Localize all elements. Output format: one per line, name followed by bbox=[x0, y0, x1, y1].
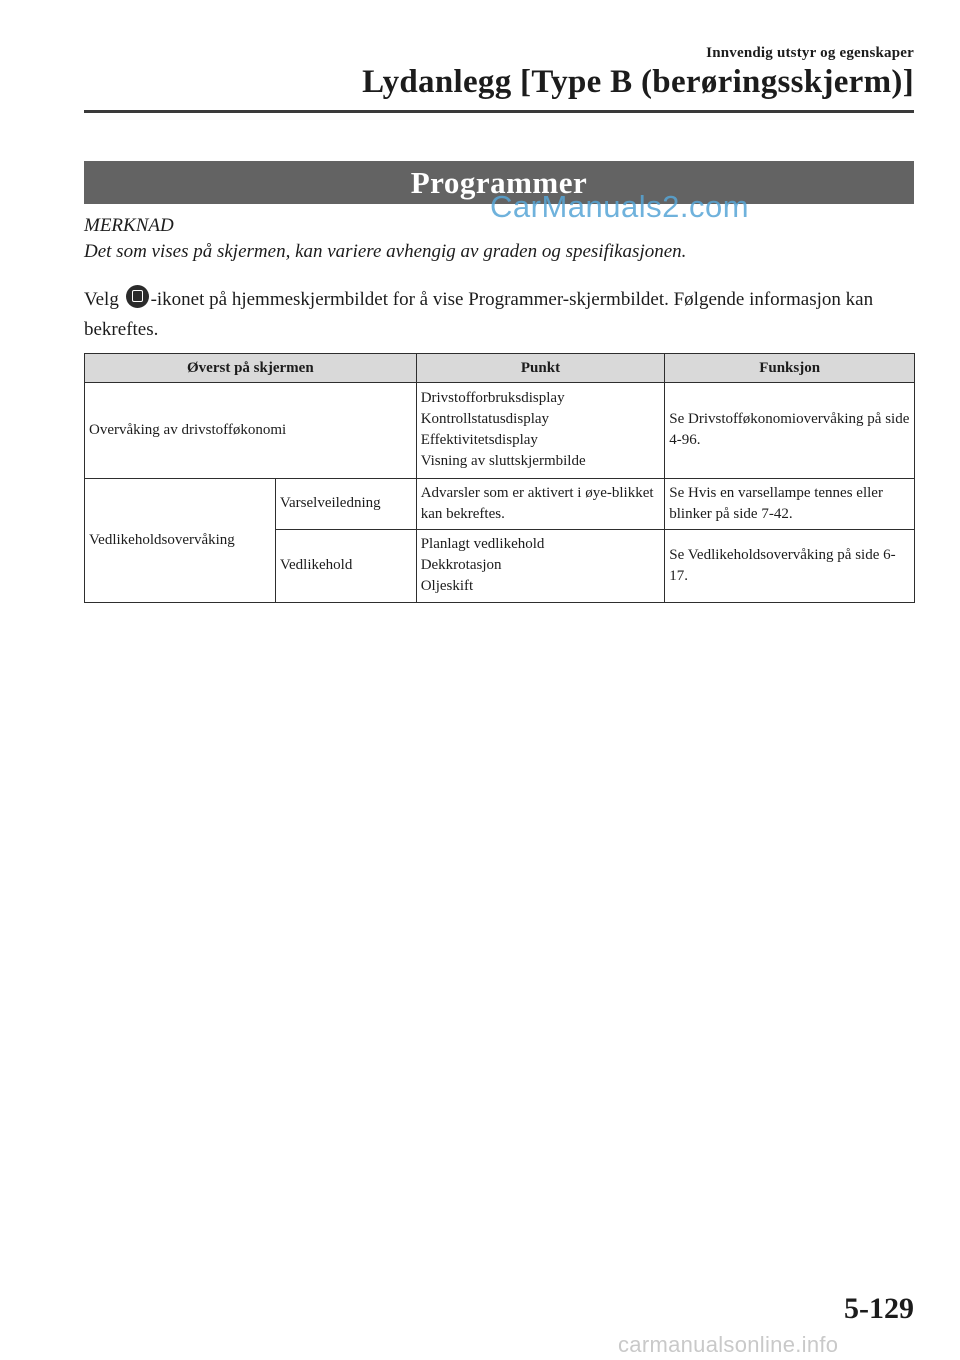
chapter-title: Lydanlegg [Type B (berøringsskjerm)] bbox=[362, 64, 914, 100]
row-function-cell: Se Vedlikeholdsovervåking på side 6-17. bbox=[665, 530, 915, 603]
item-line: Planlagt vedlikehold bbox=[420, 536, 545, 552]
watermark-bottom: carmanualsonline.info bbox=[618, 1332, 839, 1357]
body-text-before-icon: Velg bbox=[84, 289, 124, 310]
row-label-cell: Varselveiledning bbox=[275, 479, 416, 530]
item-line: Oljeskift bbox=[420, 578, 474, 594]
page-number: 5-129 bbox=[844, 1292, 914, 1325]
item-line: Visning av sluttskjermbilde bbox=[420, 453, 586, 469]
row-top-cell: Overvåking av drivstofføkonomi bbox=[85, 383, 417, 479]
row-items-cell bbox=[416, 383, 665, 479]
header-divider bbox=[84, 110, 914, 113]
row-function-cell: Se Drivstofføkonomiovervåking på side 4-96. bbox=[665, 383, 915, 479]
column-header-function: Funksjon bbox=[665, 354, 915, 383]
note-text: Det som vises på skjermen, kan variere avhengig av graden og spesifikasjonen. bbox=[84, 241, 687, 262]
row-top-cell: Vedlikeholdsovervåking bbox=[85, 479, 276, 603]
applications-icon bbox=[126, 285, 149, 308]
item-line: Effektivitetsdisplay bbox=[420, 432, 538, 448]
note-heading: MERKNAD bbox=[84, 215, 174, 236]
body-paragraph bbox=[84, 285, 874, 345]
table-row bbox=[85, 479, 915, 530]
body-text-after-icon: -ikonet på hjemmeskjermbildet for å vise Programmer-skjermbildet. Følgende informasjon kan bekreftes. bbox=[84, 289, 874, 340]
row-items-cell: Advarsler som er aktivert i øye-blikket kan bekreftes. bbox=[416, 479, 665, 530]
column-header-top: Øverst på skjermen bbox=[85, 354, 417, 383]
row-label-cell: Vedlikehold bbox=[275, 530, 416, 603]
section-title: Programmer bbox=[84, 161, 914, 204]
table-row bbox=[85, 383, 915, 479]
row-items-cell bbox=[416, 530, 665, 603]
table-header-row bbox=[85, 354, 915, 383]
watermark-top: CarManuals2.com bbox=[490, 189, 750, 224]
column-header-item: Punkt bbox=[416, 354, 665, 383]
item-line: Kontrollstatusdisplay bbox=[420, 411, 550, 427]
row-function-cell: Se Hvis en varsellampe tennes eller blinker på side 7-42. bbox=[665, 479, 915, 530]
item-line: Dekkrotasjon bbox=[420, 557, 502, 573]
info-table bbox=[84, 353, 915, 603]
chapter-subtitle: Innvendig utstyr og egenskaper bbox=[706, 45, 914, 61]
item-line: Drivstofforbruksdisplay bbox=[420, 390, 565, 406]
